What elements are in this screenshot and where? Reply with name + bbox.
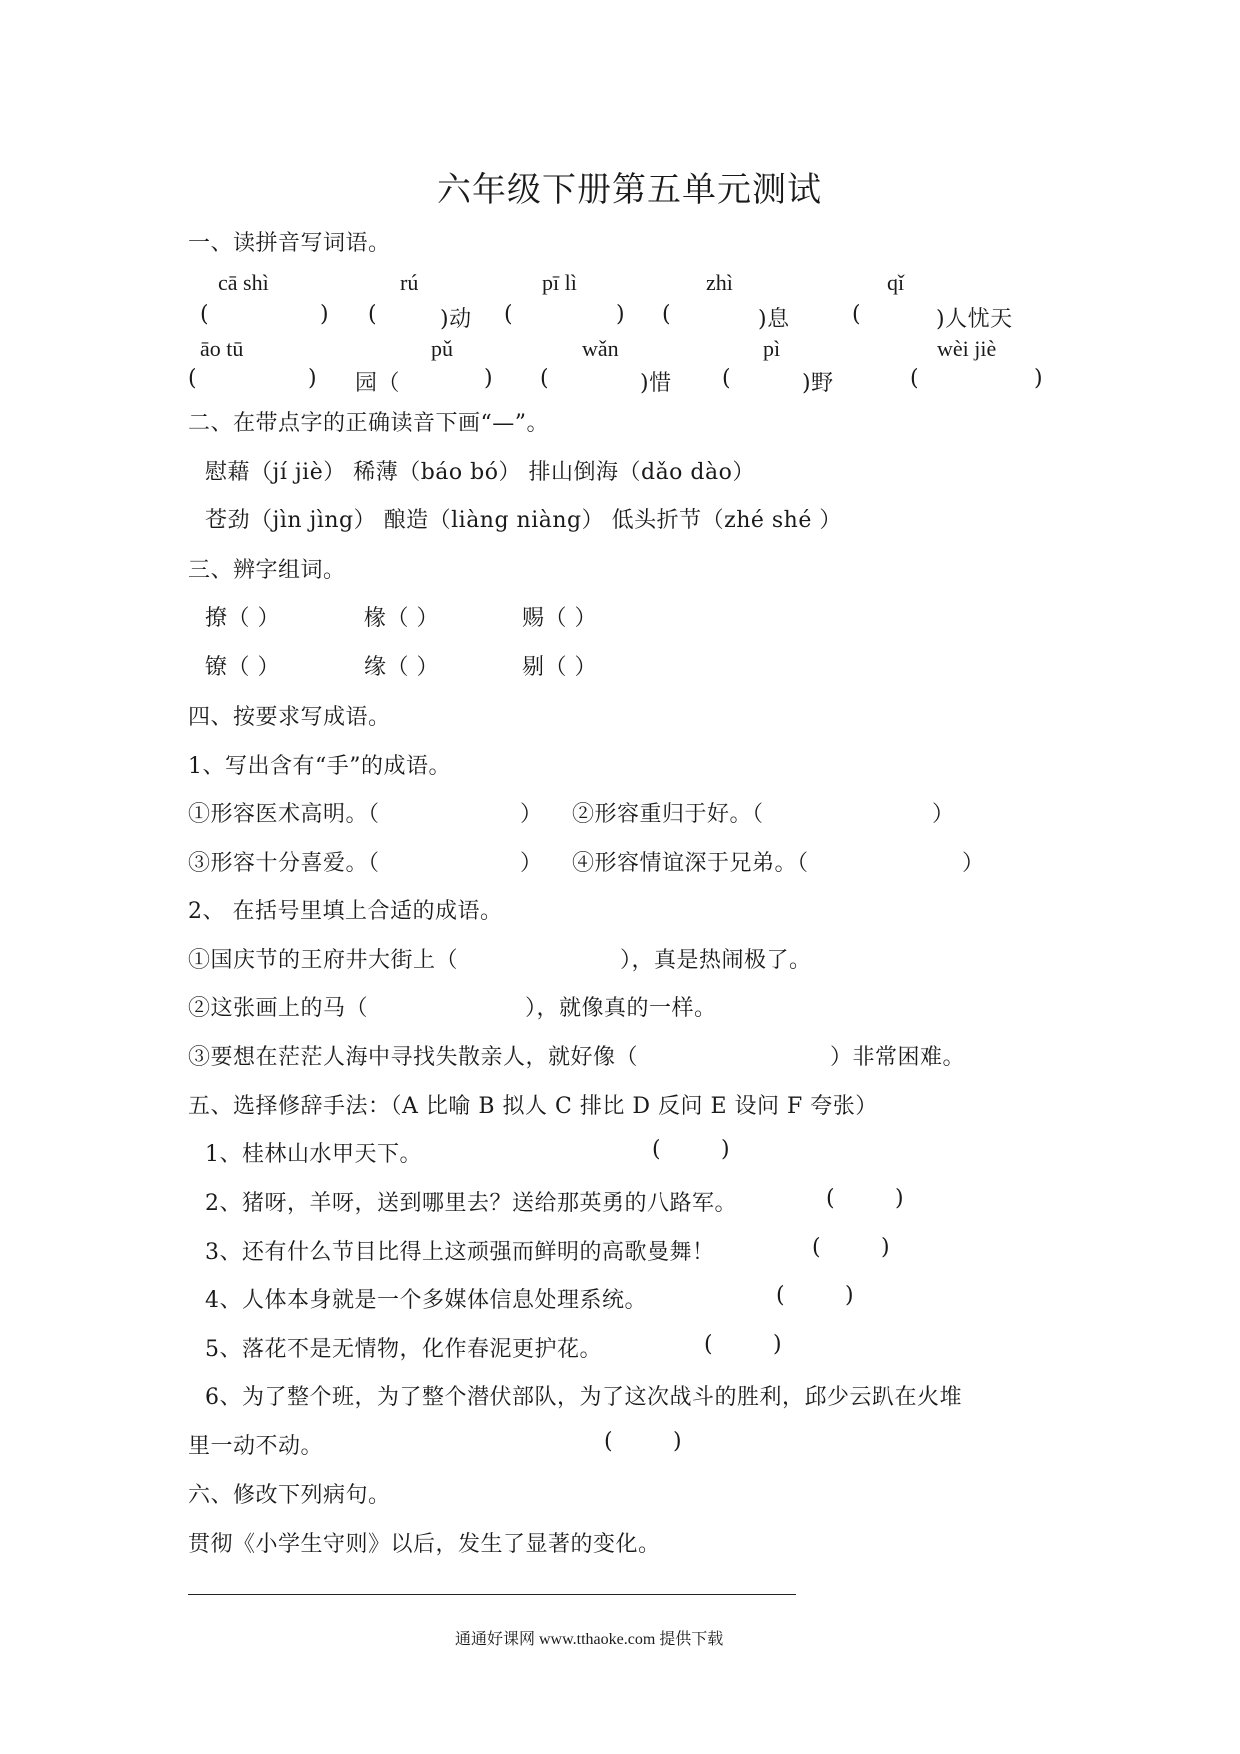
pinyin: āo tū <box>200 336 244 361</box>
fill-sentence-close: ），就像真的一样。 <box>525 996 717 1021</box>
blank-paren: ( <box>722 366 732 391</box>
subheading: 1、写出含有“手”的成语。 <box>188 754 451 779</box>
reading-line-1: 慰藉（jí jiè） 稀薄（báo bó） 排山倒海（dǎo dào） <box>205 460 755 485</box>
section3-heading: 三、辨字组词。 <box>188 558 346 583</box>
rhetoric-item: 2、猪呀，羊呀，送到哪里去？送给那英勇的八路军。 <box>205 1191 737 1216</box>
idiom-question: ④形容情谊深于兄弟。（ <box>572 851 809 876</box>
blank-paren: ( <box>852 302 862 327</box>
pinyin: cā shì <box>218 270 269 295</box>
word-item: 赐（ ） <box>522 606 597 631</box>
rhetoric-item: 4、人体本身就是一个多媒体信息处理系统。 <box>205 1288 647 1313</box>
word-item: 椽（ ） <box>364 606 439 631</box>
blank-paren: ( <box>368 302 378 327</box>
section1-heading: 一、读拼音写词语。 <box>188 231 391 256</box>
rhetoric-blank: ( ) <box>604 1429 683 1454</box>
section4-heading: 四、按要求写成语。 <box>188 705 391 730</box>
fill-sentence: ②这张画上的马（ <box>188 996 369 1021</box>
word-item: 剔（ ） <box>522 655 597 680</box>
blank-paren: )惜 <box>640 371 672 396</box>
rhetoric-blank: ( ) <box>812 1235 891 1260</box>
blank-paren: ) <box>1034 366 1044 391</box>
pinyin: qǐ <box>887 270 905 295</box>
pinyin: rú <box>400 270 419 295</box>
idiom-question-close: ） <box>932 802 955 827</box>
pinyin: pī lì <box>542 270 577 295</box>
idiom-question-close: ） <box>962 851 985 876</box>
footer-text: 通通好课网 www.tthaoke.com 提供下载 <box>455 1631 724 1648</box>
rhetoric-item: 1、桂林山水甲天下。 <box>205 1142 422 1167</box>
pinyin: pì <box>763 336 781 361</box>
fill-sentence-close: ），真是热闹极了。 <box>620 948 812 973</box>
answer-line <box>188 1594 796 1595</box>
rhetoric-item: 3、还有什么节目比得上这顽强而鲜明的高歌曼舞！ <box>205 1240 715 1265</box>
fill-sentence-close: ）非常困难。 <box>830 1045 966 1070</box>
rhetoric-blank: ( ) <box>826 1186 905 1211</box>
blank-paren: ( <box>188 366 198 391</box>
blank-paren: ( <box>662 302 672 327</box>
blank-paren: )野 <box>802 371 834 396</box>
idiom-question-close: ） <box>520 851 543 876</box>
faulty-sentence: 贯彻《小学生守则》以后，发生了显著的变化。 <box>188 1532 661 1557</box>
blank-paren: ) <box>484 366 494 391</box>
blank-paren: ( <box>200 302 210 327</box>
blank-paren: ) <box>308 366 318 391</box>
rhetoric-blank: ( ) <box>704 1332 783 1357</box>
blank-paren: ( <box>504 302 514 327</box>
blank-paren: )动 <box>440 307 472 332</box>
rhetoric-item-continuation: 里一动不动。 <box>188 1434 324 1459</box>
word-item: 撩（ ） <box>205 606 280 631</box>
word-item: 镣（ ） <box>205 655 280 680</box>
blank-paren: ( <box>910 366 920 391</box>
pinyin: zhì <box>706 270 733 295</box>
blank-paren: ) <box>320 302 330 327</box>
pinyin: wèi jiè <box>937 336 997 361</box>
pinyin: pǔ <box>431 336 453 361</box>
blank-paren: ( <box>540 366 550 391</box>
subheading: 2、 在括号里填上合适的成语。 <box>188 899 503 924</box>
idiom-question-close: ） <box>520 802 543 827</box>
reading-line-2: 苍劲（jìn jìng） 酿造（liàng niàng） 低头折节（zhé shé ） <box>205 508 842 533</box>
rhetoric-blank: ( ) <box>776 1283 855 1308</box>
section5-heading: 五、选择修辞手法：（A 比喻 B 拟人 C 排比 D 反问 E 设问 F 夸张） <box>188 1094 878 1119</box>
blank-paren: ) <box>616 302 626 327</box>
rhetoric-item: 6、为了整个班，为了整个潜伏部队，为了这次战斗的胜利，邱少云趴在火堆 <box>205 1385 962 1410</box>
idiom-question: ①形容医术高明。（ <box>188 802 380 827</box>
rhetoric-blank: ( ) <box>652 1137 731 1162</box>
pinyin: wǎn <box>582 336 619 361</box>
fill-sentence: ①国庆节的王府井大街上（ <box>188 948 459 973</box>
idiom-question: ③形容十分喜爱。（ <box>188 851 380 876</box>
section2-heading: 二、在带点字的正确读音下画“—”。 <box>188 411 549 436</box>
blank-paren: 园（ <box>355 371 401 396</box>
section6-heading: 六、修改下列病句。 <box>188 1483 391 1508</box>
blank-paren: )人忧天 <box>936 307 1013 332</box>
word-item: 缘（ ） <box>364 655 439 680</box>
rhetoric-item: 5、落花不是无情物，化作春泥更护花。 <box>205 1337 602 1362</box>
document-title: 六年级下册第五单元测试 <box>437 170 822 210</box>
fill-sentence: ③要想在茫茫人海中寻找失散亲人，就好像（ <box>188 1045 639 1070</box>
blank-paren: )息 <box>758 307 790 332</box>
idiom-question: ②形容重归于好。（ <box>572 802 764 827</box>
